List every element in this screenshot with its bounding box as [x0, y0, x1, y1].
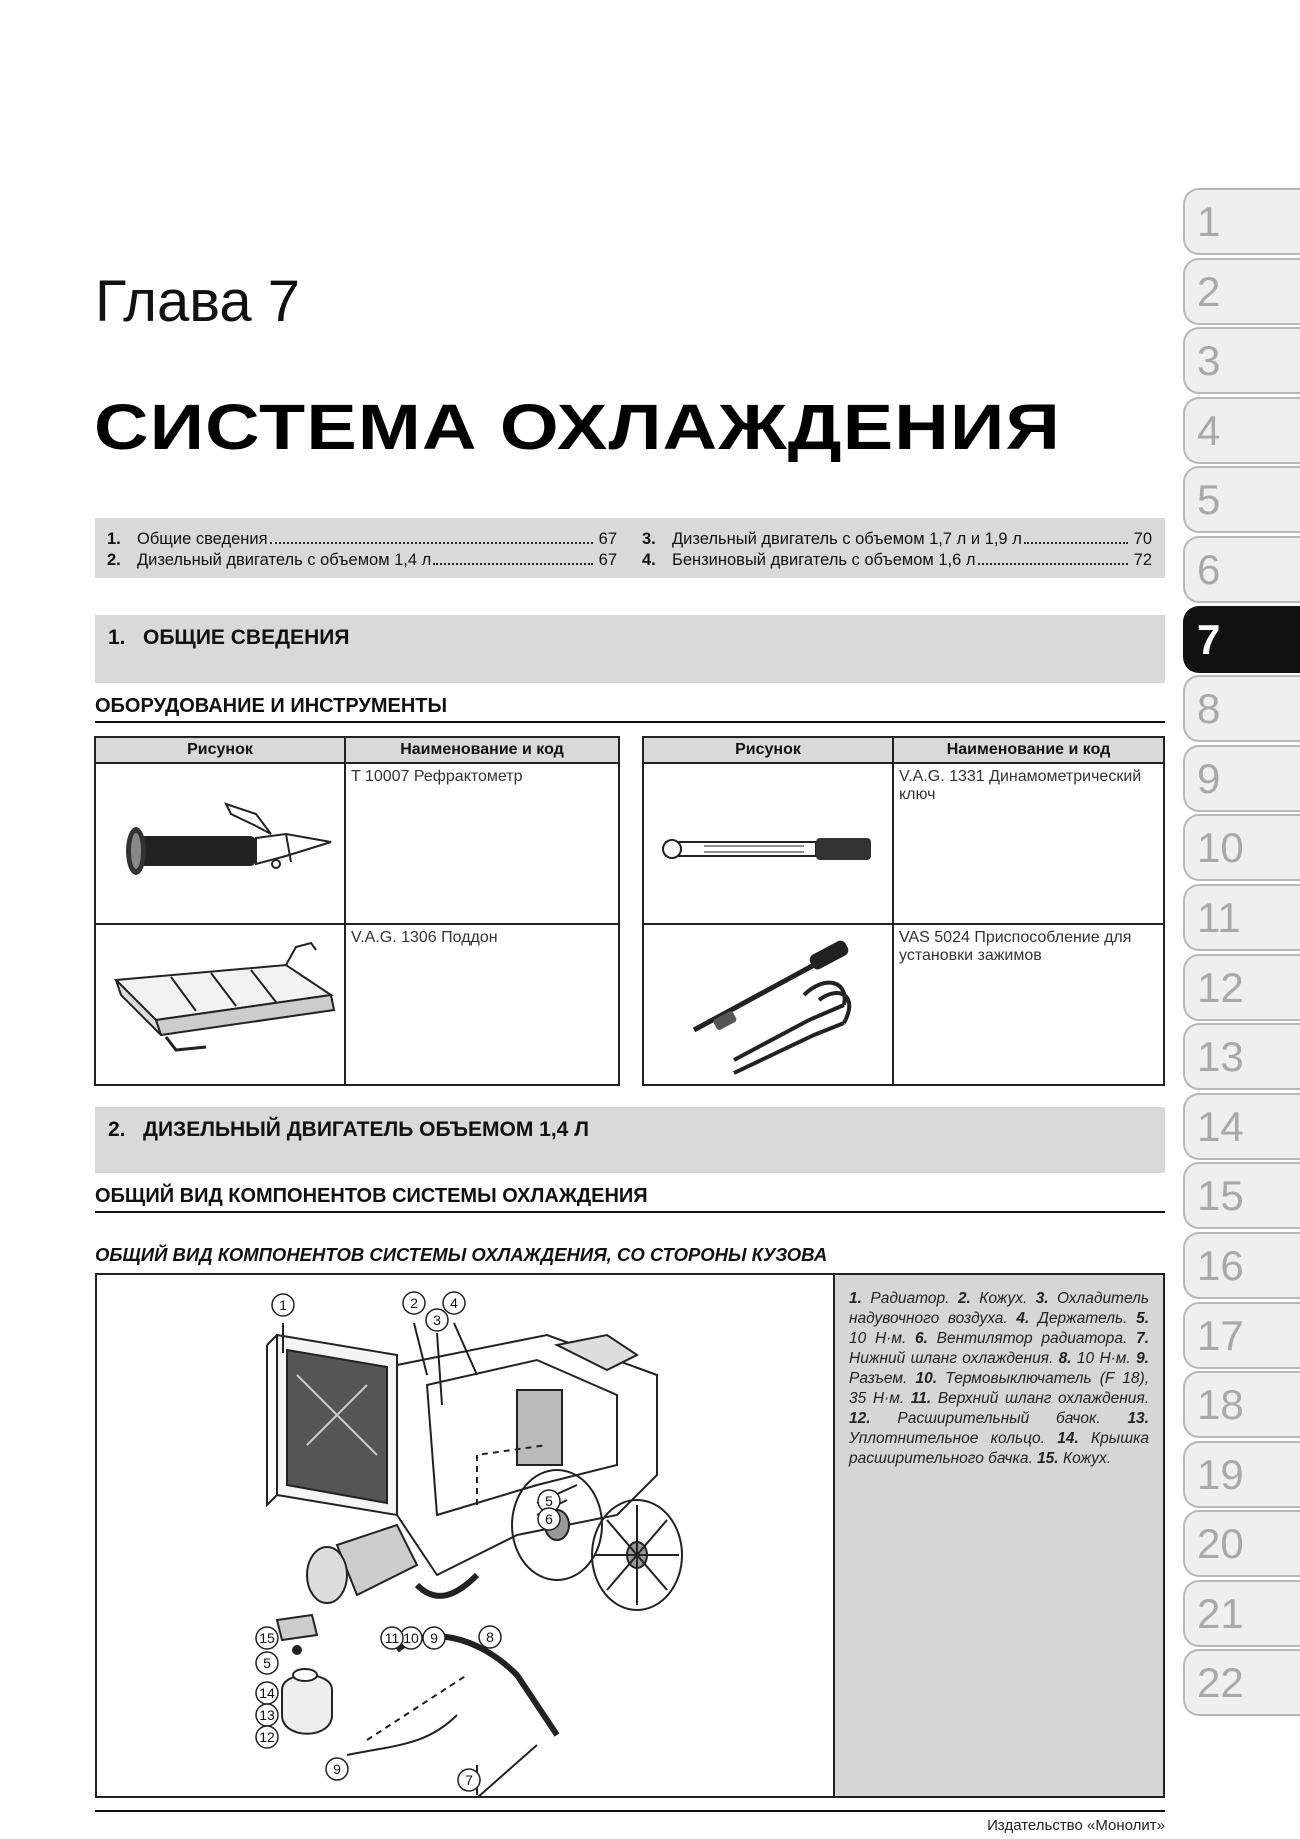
- chapter-tab-13[interactable]: 13: [1183, 1023, 1300, 1090]
- legend-text: Разъем.: [849, 1370, 908, 1387]
- legend-text: Нижний шланг охлаждения.: [849, 1350, 1054, 1367]
- chapter-tab-14[interactable]: 14: [1183, 1093, 1300, 1160]
- refractometer-image: [95, 763, 345, 924]
- tools-table-left: [94, 736, 620, 1086]
- chapter-tab-15[interactable]: 15: [1183, 1162, 1300, 1229]
- chapter-tab-1[interactable]: 1: [1183, 188, 1300, 255]
- legend-text: Уплотнительное кольцо.: [849, 1430, 1045, 1447]
- chapter-tab-19[interactable]: 19: [1183, 1441, 1300, 1508]
- callout-number: 9: [430, 1630, 438, 1646]
- legend-number: 5.: [1136, 1310, 1150, 1327]
- legend-number: 4.: [1016, 1310, 1030, 1327]
- callout-number: 3: [433, 1312, 441, 1328]
- legend-number: 15.: [1037, 1450, 1059, 1467]
- col-picture-header: Рисунок: [643, 737, 893, 763]
- cooling-system-diagram: [97, 1275, 831, 1796]
- legend-number: 8.: [1058, 1350, 1072, 1367]
- chapter-tab-2[interactable]: 2: [1183, 258, 1300, 325]
- callout-number: 6: [545, 1511, 553, 1527]
- callout-number: 9: [333, 1761, 341, 1777]
- callout-number: 13: [259, 1707, 275, 1723]
- chapter-tab-16[interactable]: 16: [1183, 1232, 1300, 1299]
- legend-number: 3.: [1035, 1290, 1049, 1307]
- callout-number: 5: [545, 1493, 553, 1509]
- legend-number: 7.: [1136, 1330, 1150, 1347]
- legend-number: 12.: [849, 1410, 871, 1427]
- legend-text: Охладитель надувочного воздуха.: [849, 1290, 1149, 1327]
- chapter-tab-21[interactable]: 21: [1183, 1580, 1300, 1647]
- chapter-tab-8[interactable]: 8: [1183, 675, 1300, 742]
- chapter-label: Глава 7: [95, 269, 301, 334]
- figure-box: [95, 1273, 1165, 1798]
- chapter-tab-18[interactable]: 18: [1183, 1371, 1300, 1438]
- clamp-pliers-image: [643, 924, 893, 1085]
- callout-number: 11: [384, 1630, 400, 1646]
- callout-number: 15: [259, 1630, 275, 1646]
- chapter-tab-12[interactable]: 12: [1183, 954, 1300, 1021]
- chapter-tab-17[interactable]: 17: [1183, 1302, 1300, 1369]
- legend-text: Кожух.: [1062, 1450, 1111, 1467]
- chapter-tabs: [1183, 188, 1300, 1719]
- legend-text: Расширительный бачок.: [897, 1410, 1101, 1427]
- legend-text: Кожух.: [979, 1290, 1028, 1307]
- legend-text: Радиатор.: [870, 1290, 950, 1307]
- legend-number: 13.: [1127, 1410, 1149, 1427]
- callout-number: 12: [259, 1729, 275, 1745]
- callout-number: 7: [465, 1772, 473, 1788]
- drain-pan-image: [95, 924, 345, 1085]
- tool-name: V.A.G. 1306 Поддон: [345, 924, 619, 1085]
- tool-name: T 10007 Рефрактометр: [345, 763, 619, 924]
- chapter-tab-5[interactable]: 5: [1183, 466, 1300, 533]
- section-1-header: 1. ОБЩИЕ СВЕДЕНИЯ: [95, 615, 1165, 683]
- torque-wrench-image: [643, 763, 893, 924]
- legend-text: Крышка расширительного бачка.: [849, 1430, 1150, 1467]
- col-picture-header: Рисунок: [95, 737, 345, 763]
- toc-item[interactable]: 4. Бензиновый двигатель с объемом 1,6 л 72: [642, 551, 1152, 569]
- callout-number: 1: [279, 1297, 287, 1313]
- figure-legend: [833, 1275, 1163, 1796]
- callout-number: 5: [263, 1655, 271, 1671]
- legend-number: 11.: [910, 1390, 932, 1407]
- tools-subheading: ОБОРУДОВАНИЕ И ИНСТРУМЕНТЫ: [95, 695, 1165, 723]
- chapter-tab-4[interactable]: 4: [1183, 397, 1300, 464]
- section-toc: [95, 518, 1165, 578]
- toc-item[interactable]: 2. Дизельный двигатель с объемом 1,4 л 67: [107, 551, 617, 569]
- legend-number: 14.: [1057, 1430, 1079, 1447]
- legend-text: 10 Н·м.: [1076, 1350, 1131, 1367]
- chapter-tab-20[interactable]: 20: [1183, 1510, 1300, 1577]
- chapter-tab-3[interactable]: 3: [1183, 327, 1300, 394]
- chapter-tab-11[interactable]: 11: [1183, 884, 1300, 951]
- chapter-tab-10[interactable]: 10: [1183, 814, 1300, 881]
- col-name-header: Наименование и код: [893, 737, 1164, 763]
- legend-number: 9.: [1136, 1350, 1149, 1367]
- callout-number: 10: [403, 1630, 419, 1646]
- legend-text: Держатель.: [1037, 1310, 1128, 1327]
- legend-number: 10.: [915, 1370, 938, 1387]
- toc-item[interactable]: 1. Общие сведения 67: [107, 530, 617, 548]
- tools-table-right: [642, 736, 1165, 1086]
- callout-number: 8: [486, 1629, 494, 1645]
- callout-number: 14: [259, 1685, 275, 1701]
- chapter-tab-22[interactable]: 22: [1183, 1649, 1300, 1716]
- legend-text: Вентилятор радиатора.: [936, 1330, 1128, 1347]
- chapter-tab-7[interactable]: 7: [1183, 606, 1300, 673]
- legend-text: Термовыключатель (F 18), 35 Н·м.: [849, 1370, 1150, 1407]
- legend-text: Верхний шланг охлаждения.: [937, 1390, 1150, 1407]
- section-2-header: 2. ДИЗЕЛЬНЫЙ ДВИГАТЕЛЬ ОБЪЕМОМ 1,4 Л: [95, 1107, 1165, 1173]
- toc-item[interactable]: 3. Дизельный двигатель с объемом 1,7 л и 1,9 л 70: [642, 530, 1152, 548]
- chapter-tab-9[interactable]: 9: [1183, 745, 1300, 812]
- col-name-header: Наименование и код: [345, 737, 619, 763]
- legend-number: 2.: [957, 1290, 971, 1307]
- callout-number: 2: [410, 1295, 418, 1311]
- legend-text: 10 Н·м.: [849, 1330, 907, 1347]
- footer-rule: [95, 1810, 1165, 1812]
- tool-name: VAS 5024 Приспособление для установки зажимов: [893, 924, 1164, 1085]
- chapter-title: СИСТЕМА ОХЛАЖДЕНИЯ: [94, 391, 1061, 463]
- figure-caption: ОБЩИЙ ВИД КОМПОНЕНТОВ СИСТЕМЫ ОХЛАЖДЕНИЯ, СО СТОРОНЫ КУЗОВА: [95, 1244, 828, 1265]
- callout-number: 4: [450, 1295, 458, 1311]
- overview-subheading: ОБЩИЙ ВИД КОМПОНЕНТОВ СИСТЕМЫ ОХЛАЖДЕНИЯ: [95, 1185, 1165, 1213]
- chapter-tab-6[interactable]: 6: [1183, 536, 1300, 603]
- legend-number: 1.: [849, 1290, 862, 1307]
- publisher: Издательство «Монолит»: [987, 1817, 1165, 1834]
- legend-number: 6.: [914, 1330, 928, 1347]
- tool-name: V.A.G. 1331 Динамометрический ключ: [893, 763, 1164, 924]
